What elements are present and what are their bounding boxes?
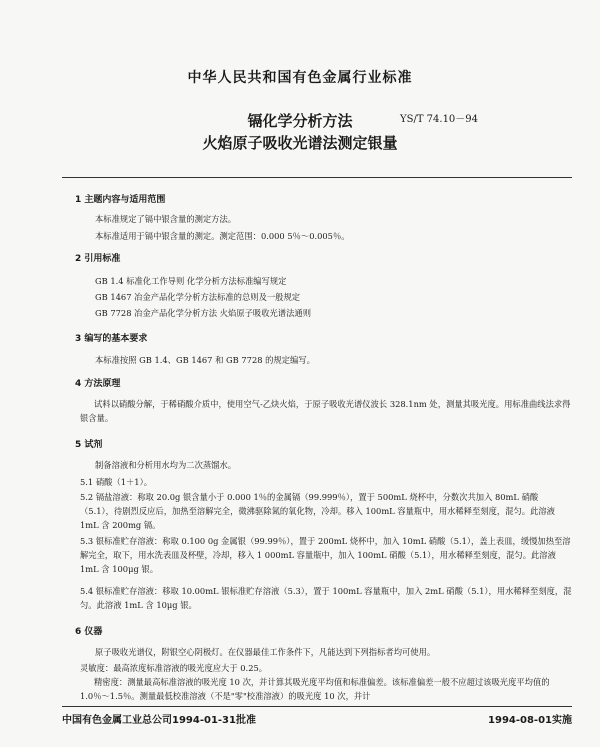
section-6-paragraph-1: 原子吸收光谱仪，附银空心阴极灯。在仪器最佳工作条件下，凡能达到下列指标者均可使用。 <box>95 647 436 657</box>
document-subtitle: 火焰原子吸收光谱法测定银量 <box>202 134 398 152</box>
reference-item: GB 1.4 标准化工作导则 化学分析方法标准编写规定 <box>95 276 287 286</box>
section-1-heading: 1 主题内容与适用范围 <box>75 195 166 205</box>
section-1-paragraph-2: 本标准适用于镉中银含量的测定。测定范围：0.000 5％～0.005％。 <box>95 231 350 241</box>
implementation-date: 1994-08-01实施 <box>488 715 572 726</box>
header-divider <box>62 177 572 178</box>
reference-item: GB 7728 冶金产品化学分析方法 火焰原子吸收光谱法通则 <box>95 308 311 318</box>
reference-item: GB 1467 冶金产品化学分析方法标准的总则及一般规定 <box>95 292 301 302</box>
section-5-heading: 5 试剂 <box>75 440 103 450</box>
section-4-paragraph: 试料以硝酸分解，于稀硝酸介质中，使用空气-乙炔火焰，于原子吸收光谱仪波长 328.1nm 处，测量其吸光度。用标准曲线法求得银含量。 <box>80 399 571 423</box>
reagent-item: 5.2 镉盐溶液：称取 20.0g 银含量小于 0.000 1％的金属镉（99.999％），置于 500mL 烧杯中，分数次共加入 80mL 硝酸（5.1），待剧烈反应后，加热至溶解完全，微沸驱除氮的氧化物，冷却。移入 100mL 容量瓶中，用水稀释至刻度，混匀。此溶液 1mL 含 200mg 镉。 <box>80 492 555 530</box>
reagent-item: 5.4 银标准贮存溶液：移取 10.00mL 银标准贮存溶液（5.3），置于 100mL 容量瓶中，加入 2mL 硝酸（5.1），用水稀释至刻度，混匀。此溶液 1mL 含 10μg 银。 <box>80 586 572 610</box>
document-title: 镉化学分析方法 <box>247 112 353 130</box>
reagent-item: 5.1 硝酸（1＋1）。 <box>80 477 153 487</box>
approval-statement: 中国有色金属工业总公司1994-01-31批准 <box>62 715 256 726</box>
section-3-heading: 3 编写的基本要求 <box>75 334 148 344</box>
issuing-organization: 中华人民共和国有色金属行业标准 <box>187 70 413 86</box>
section-5-intro: 制备溶液和分析用水均为二次蒸馏水。 <box>95 460 237 470</box>
section-6-paragraph-3: 精密度：测量最高标准溶液的吸光度 10 次，并计算其吸光度平均值和标准偏差。该标准偏差一般不应超过该吸光度平均值的 1.0％～1.5％。测量最低校准溶液（不是"零"校准溶液）的吸光度 10 次，并计 <box>80 677 550 701</box>
section-1-paragraph-1: 本标准规定了镉中银含量的测定方法。 <box>95 214 237 224</box>
section-6-paragraph-2: 灵敏度：最高浓度标准溶液的吸光度应大于 0.25。 <box>80 663 268 673</box>
footer-divider <box>62 706 572 707</box>
reagent-item: 5.3 银标准贮存溶液：称取 0.100 0g 金属银（99.99％），置于 200mL 烧杯中，加入 10mL 硝酸（5.1），盖上表皿，缓慢加热至溶解完全，取下，用水洗表皿及杯壁，冷却，移入 1 000mL 容量瓶中，加入 100mL 硝酸（5.1），用水稀释至刻度，混匀。此溶液 1mL 含 100μg 银。 <box>80 536 571 574</box>
section-3-paragraph: 本标准按照 GB 1.4、GB 1467 和 GB 7728 的规定编写。 <box>95 355 315 365</box>
section-4-heading: 4 方法原理 <box>75 379 121 389</box>
section-6-heading: 6 仪器 <box>75 627 103 637</box>
section-2-heading: 2 引用标准 <box>75 254 121 264</box>
standard-code: YS/T 74.10－94 <box>400 114 479 125</box>
